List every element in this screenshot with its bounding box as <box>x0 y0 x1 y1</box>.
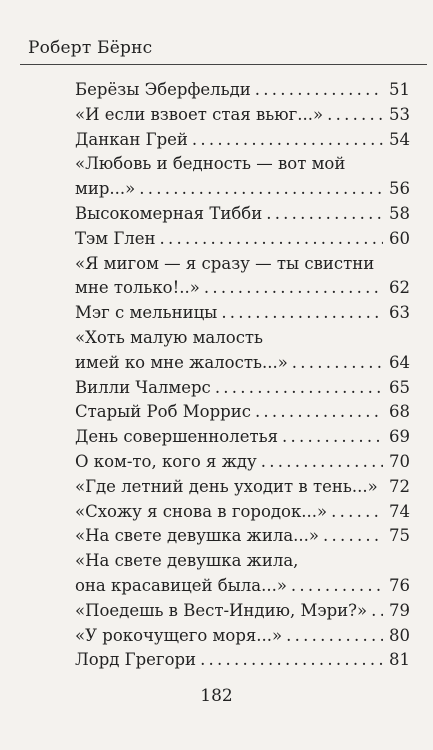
toc-entry <box>75 326 410 376</box>
toc-entry <box>75 78 410 103</box>
toc-entry-row <box>75 276 410 301</box>
toc-entry-page: 54 <box>389 129 410 149</box>
toc-entry-title: мир...» <box>75 179 136 199</box>
toc-entry-title: Тэм Глен <box>75 228 156 248</box>
toc-entry-title-line: «Любовь и бедность — вот мой <box>75 154 346 174</box>
dot-leader <box>327 103 383 128</box>
toc-entry <box>75 128 410 153</box>
toc-entry-title: Данкан Грей <box>75 129 188 149</box>
page-number: 182 <box>200 686 233 706</box>
toc-entry-page: 64 <box>389 352 410 372</box>
toc-entry-row <box>75 351 410 376</box>
dot-leader <box>266 202 383 227</box>
toc-entry-title: «Поедешь в Вест-Индию, Мэри?» <box>75 600 368 620</box>
toc-entry <box>75 475 410 500</box>
toc-entry-row <box>75 500 410 525</box>
running-head-title: Роберт Бёрнс <box>28 38 153 58</box>
dot-leader <box>261 450 383 475</box>
toc-entry <box>75 500 410 525</box>
toc-entry-row <box>75 425 410 450</box>
toc-entry-title: она красавицей была...» <box>75 575 287 595</box>
toc-entry-page: 76 <box>389 575 410 595</box>
dot-leader <box>192 128 383 153</box>
dot-leader <box>371 599 383 624</box>
toc-entry-page: 63 <box>389 303 410 323</box>
toc-entry-row <box>75 624 410 649</box>
toc-entry-page: 65 <box>389 377 410 397</box>
toc-entry-row <box>75 648 410 673</box>
toc-entry <box>75 648 410 673</box>
toc-entry <box>75 450 410 475</box>
dot-leader <box>292 351 383 376</box>
dot-leader <box>255 78 383 103</box>
dot-leader <box>286 624 383 649</box>
toc-entry-row <box>75 400 410 425</box>
toc-entry-page: 69 <box>389 427 410 447</box>
toc-entry-title: Лорд Грегори <box>75 650 197 670</box>
dot-leader <box>323 524 383 549</box>
toc-entry <box>75 425 410 450</box>
toc-entry-page: 79 <box>389 600 410 620</box>
toc-entry-page: 62 <box>389 278 410 298</box>
toc-entry-title: «Где летний день уходит в тень...» <box>75 476 378 496</box>
toc-entry-title-line: «Я мигом — я сразу — ты свистни <box>75 253 375 273</box>
toc-entry <box>75 103 410 128</box>
toc-entry <box>75 152 410 202</box>
dot-leader <box>282 425 383 450</box>
toc-entry-page: 75 <box>389 526 410 546</box>
dot-leader <box>255 400 383 425</box>
toc-entry-title: День совершеннолетья <box>75 427 278 447</box>
toc-entry-page: 51 <box>389 80 410 99</box>
toc-entry-row <box>75 103 410 128</box>
toc-entry-title: имей ко мне жалость...» <box>75 352 288 372</box>
dot-leader <box>221 301 383 326</box>
toc-entry <box>75 202 410 227</box>
toc-entry-title-line: «На свете девушка жила, <box>75 551 299 571</box>
header-rule <box>20 64 427 65</box>
toc-entry-title: Вилли Чалмерс <box>75 377 211 397</box>
toc-entry-row <box>75 227 410 252</box>
toc-entry-page: 74 <box>389 501 410 521</box>
dot-leader <box>382 475 383 500</box>
dot-leader <box>160 227 384 252</box>
toc-entry <box>75 400 410 425</box>
toc-entry-row <box>75 599 410 624</box>
dot-leader <box>200 648 383 673</box>
toc-entry-row <box>75 128 410 153</box>
toc-entry <box>75 227 410 252</box>
toc-entry <box>75 624 410 649</box>
toc-entry <box>75 376 410 401</box>
toc-entry-title: мне только!..» <box>75 278 200 298</box>
toc-entry-page: 72 <box>389 476 410 496</box>
toc-entry-page: 70 <box>389 451 410 471</box>
toc-entry-title: «Схожу я снова в городок...» <box>75 501 328 521</box>
toc-entry-title-line: «Хоть малую малость <box>75 327 264 347</box>
toc-entry-row <box>75 78 410 103</box>
toc-entry-page: 60 <box>389 228 410 248</box>
toc-entry-row <box>75 202 410 227</box>
toc-entry <box>75 599 410 624</box>
toc-entry-page: 58 <box>389 203 410 223</box>
dot-leader <box>291 574 383 599</box>
toc-entry-title: Старый Роб Моррис <box>75 402 251 422</box>
toc-entry-page: 56 <box>389 179 410 199</box>
toc-entry-row <box>75 524 410 549</box>
toc-entry-row <box>75 177 410 202</box>
table-of-contents <box>75 78 410 673</box>
toc-entry-title: Мэг с мельницы <box>75 303 218 323</box>
toc-entry-row <box>75 574 410 599</box>
toc-entry <box>75 252 410 302</box>
dot-leader <box>331 500 383 525</box>
dot-leader <box>139 177 383 202</box>
toc-entry <box>75 549 410 599</box>
toc-entry-row <box>75 475 410 500</box>
dot-leader <box>204 276 383 301</box>
toc-entry-page: 80 <box>389 625 410 645</box>
toc-entry-title: «На свете девушка жила...» <box>75 526 319 546</box>
toc-entry-page: 68 <box>389 402 410 422</box>
toc-entry-title: «И если взвоет стая вьюг...» <box>75 104 324 124</box>
toc-entry-page: 53 <box>389 104 410 124</box>
toc-entry-page: 81 <box>389 650 410 670</box>
toc-entry-row <box>75 301 410 326</box>
toc-entry-title: Высокомерная Тибби <box>75 203 263 223</box>
toc-entry-row <box>75 376 410 401</box>
toc-entry-title: Берёзы Эберфельди <box>75 80 251 99</box>
toc-entry <box>75 301 410 326</box>
toc-entry-title: О ком-то, кого я жду <box>75 451 257 471</box>
toc-entry <box>75 524 410 549</box>
toc-entry-title: «У рокочущего моря...» <box>75 625 283 645</box>
dot-leader <box>215 376 383 401</box>
toc-entry-row <box>75 450 410 475</box>
